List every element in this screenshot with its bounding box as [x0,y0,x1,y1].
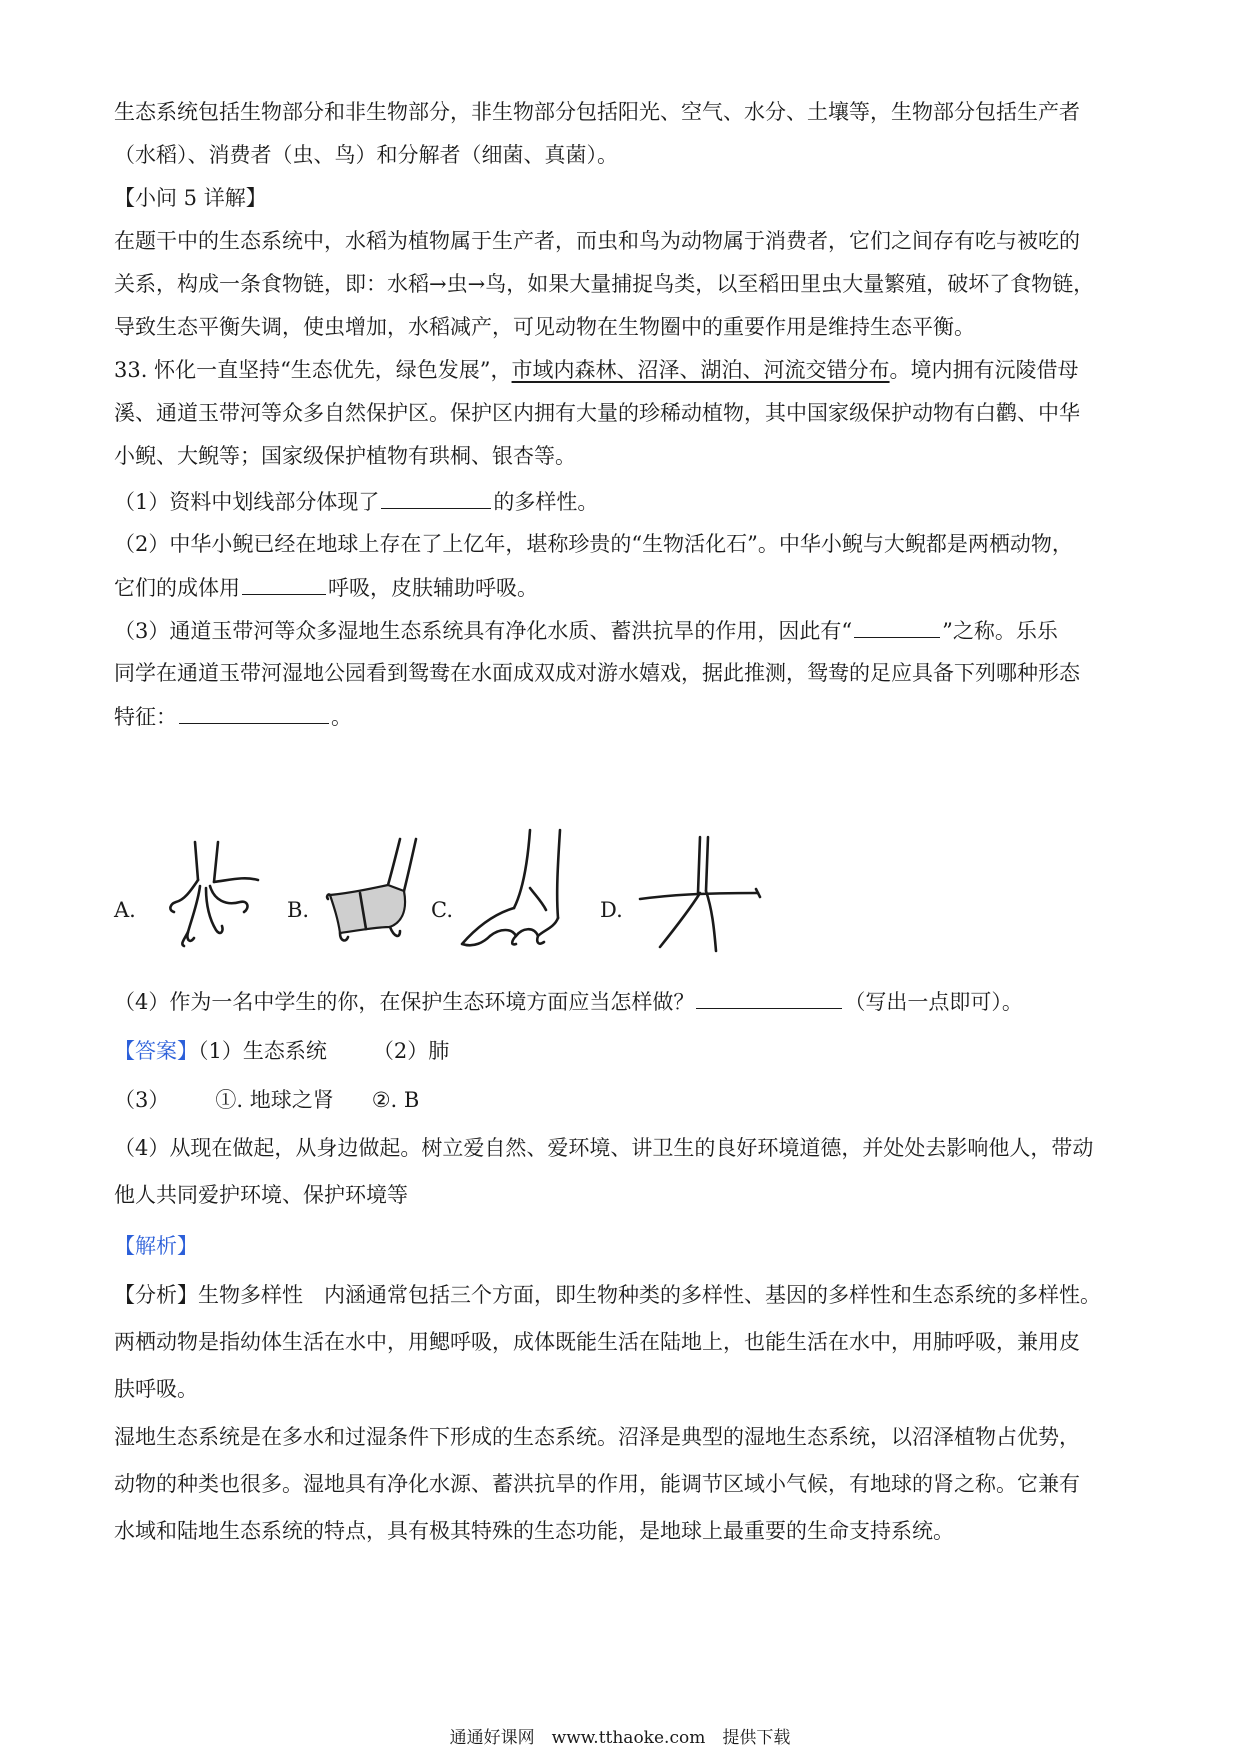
question-part-3 [114,615,1134,646]
part-text: （3）通道玉带河等众多湿地生态系统具有净化水质、蓄洪抗旱的作用，因此有“ [114,619,853,643]
answer-3-second: ②. B [371,1088,420,1112]
intro-text: 。境内拥有沅陵借母 [889,358,1079,382]
underlined-text: 市域内森林、沼泽、湖泊、河流交错分布 [511,358,890,382]
text-line: 导致生态平衡失调，使虫增加，水稻减产，可见动物在生物圈中的重要作用是维持生态平衡。 [114,315,975,339]
text-line: 在题干中的生态系统中，水稻为植物属于生产者，而虫和鸟为动物属于消费者，它们之间存有吃与被吃的 [114,229,1080,253]
answer-3-first: ①. 地球之肾 [215,1088,334,1112]
part-text: （写出一点即可）。 [844,990,1023,1014]
answer-4-line: （4）从现在做起，从身边做起。树立爱自然、爱环境、讲卫生的良好环境道德，并处处去影响他人，带动 [114,1136,1094,1160]
part-text: （4）作为一名中学生的你，在保护生态环境方面应当怎样做？ [114,990,695,1014]
foot-b-icon [300,835,435,955]
analysis-line: 两栖动物是指幼体生活在水中，用鳃呼吸，成体既能生活在陆地上，也能生活在水中，用肺呼吸，兼用皮 [114,1330,1080,1354]
analysis-line: 【分析】生物多样性 内涵通常包括三个方面，即生物种类的多样性、基因的多样性和生态系统的多样性。 [114,1283,1101,1307]
part-text: 的多样性。 [493,490,599,514]
text-line: 同学在通道玉带河湿地公园看到鸳鸯在水面成双成对游水嬉戏，据此推测，鸳鸯的足应具备下列哪种形态 [114,661,1080,685]
option-c-label: C. [431,898,453,922]
answer-label: 【答案】 [114,1039,198,1063]
question-part-1 [114,486,1134,517]
analysis-line: 动物的种类也很多。湿地具有净化水源、蓄洪抗旱的作用，能调节区域小气候，有地球的肾之称。它兼有 [114,1472,1080,1496]
text-line: 关系，构成一条食物链，即：水稻→虫→鸟，如果大量捕捉鸟类，以至稻田里虫大量繁殖，破坏了食物链， [114,272,1095,296]
text-line: 生态系统包括生物部分和非生物部分，非生物部分包括阳光、空气、水分、土壤等，生物部分包括生产者 [114,100,1080,124]
part-text: 呼吸，皮肤辅助呼吸。 [328,576,538,600]
text-line: 溪、通道玉带河等众多自然保护区。保护区内拥有大量的珍稀动植物，其中国家级保护动物有白鹳、中华 [114,401,1080,425]
option-d-label: D. [600,898,623,922]
foot-c-icon [450,828,600,958]
part-text: ”之称。乐乐 [942,619,1058,643]
analysis-line: 水域和陆地生态系统的特点，具有极其特殊的生态功能，是地球上最重要的生命支持系统。 [114,1519,954,1543]
page-footer: 通通好课网 www.tthaoke.com 提供下载 [449,1728,791,1748]
part-text: 。 [331,705,352,729]
part-text: （1）资料中划线部分体现了 [114,490,380,514]
answer-row [114,1036,1134,1066]
answer-4-line: 他人共同爱护环境、保护环境等 [114,1183,408,1207]
analysis-line: 湿地生态系统是在多水和过湿条件下形成的生态系统。沼泽是典型的湿地生态系统，以沼泽植物占优势， [114,1425,1080,1449]
answer-blank [854,615,940,638]
foot-d-icon [620,835,770,955]
text-line: 小鲵、大鲵等；国家级保护植物有珙桐、银杏等。 [114,444,576,468]
analysis-label: 【解析】 [114,1234,198,1258]
option-b-label: B. [287,898,310,922]
section-heading: 【小问 5 详解】 [114,186,267,210]
part-text: 特征： [114,705,177,729]
part-text: 它们的成体用 [114,576,240,600]
answer-3-label: （3） [114,1088,170,1112]
answer-1: （1）生态系统 [198,1039,327,1063]
answer-row-3 [114,1085,1134,1115]
answer-blank [242,572,326,595]
foot-a-icon [140,840,280,950]
question-part-2: （2）中华小鲵已经在地球上存在了上亿年，堪称珍贵的“生物活化石”。中华小鲵与大鲵都是两栖动物， [114,532,1073,556]
answer-blank [179,701,329,724]
question-intro [114,355,1134,385]
option-a-label: A. [114,898,136,922]
answer-blank [381,486,491,509]
intro-text: 33. 怀化一直坚持“生态优先，绿色发展”， [114,358,512,382]
text-line [114,701,1134,732]
answer-blank [696,986,842,1009]
answer-2: （2）肺 [372,1039,450,1063]
question-part-4 [114,986,1134,1017]
text-line: （水稻）、消费者（虫、鸟）和分解者（细菌、真菌）。 [114,143,618,167]
question-part-2-cont [114,572,1134,603]
analysis-line: 肤呼吸。 [114,1377,198,1401]
